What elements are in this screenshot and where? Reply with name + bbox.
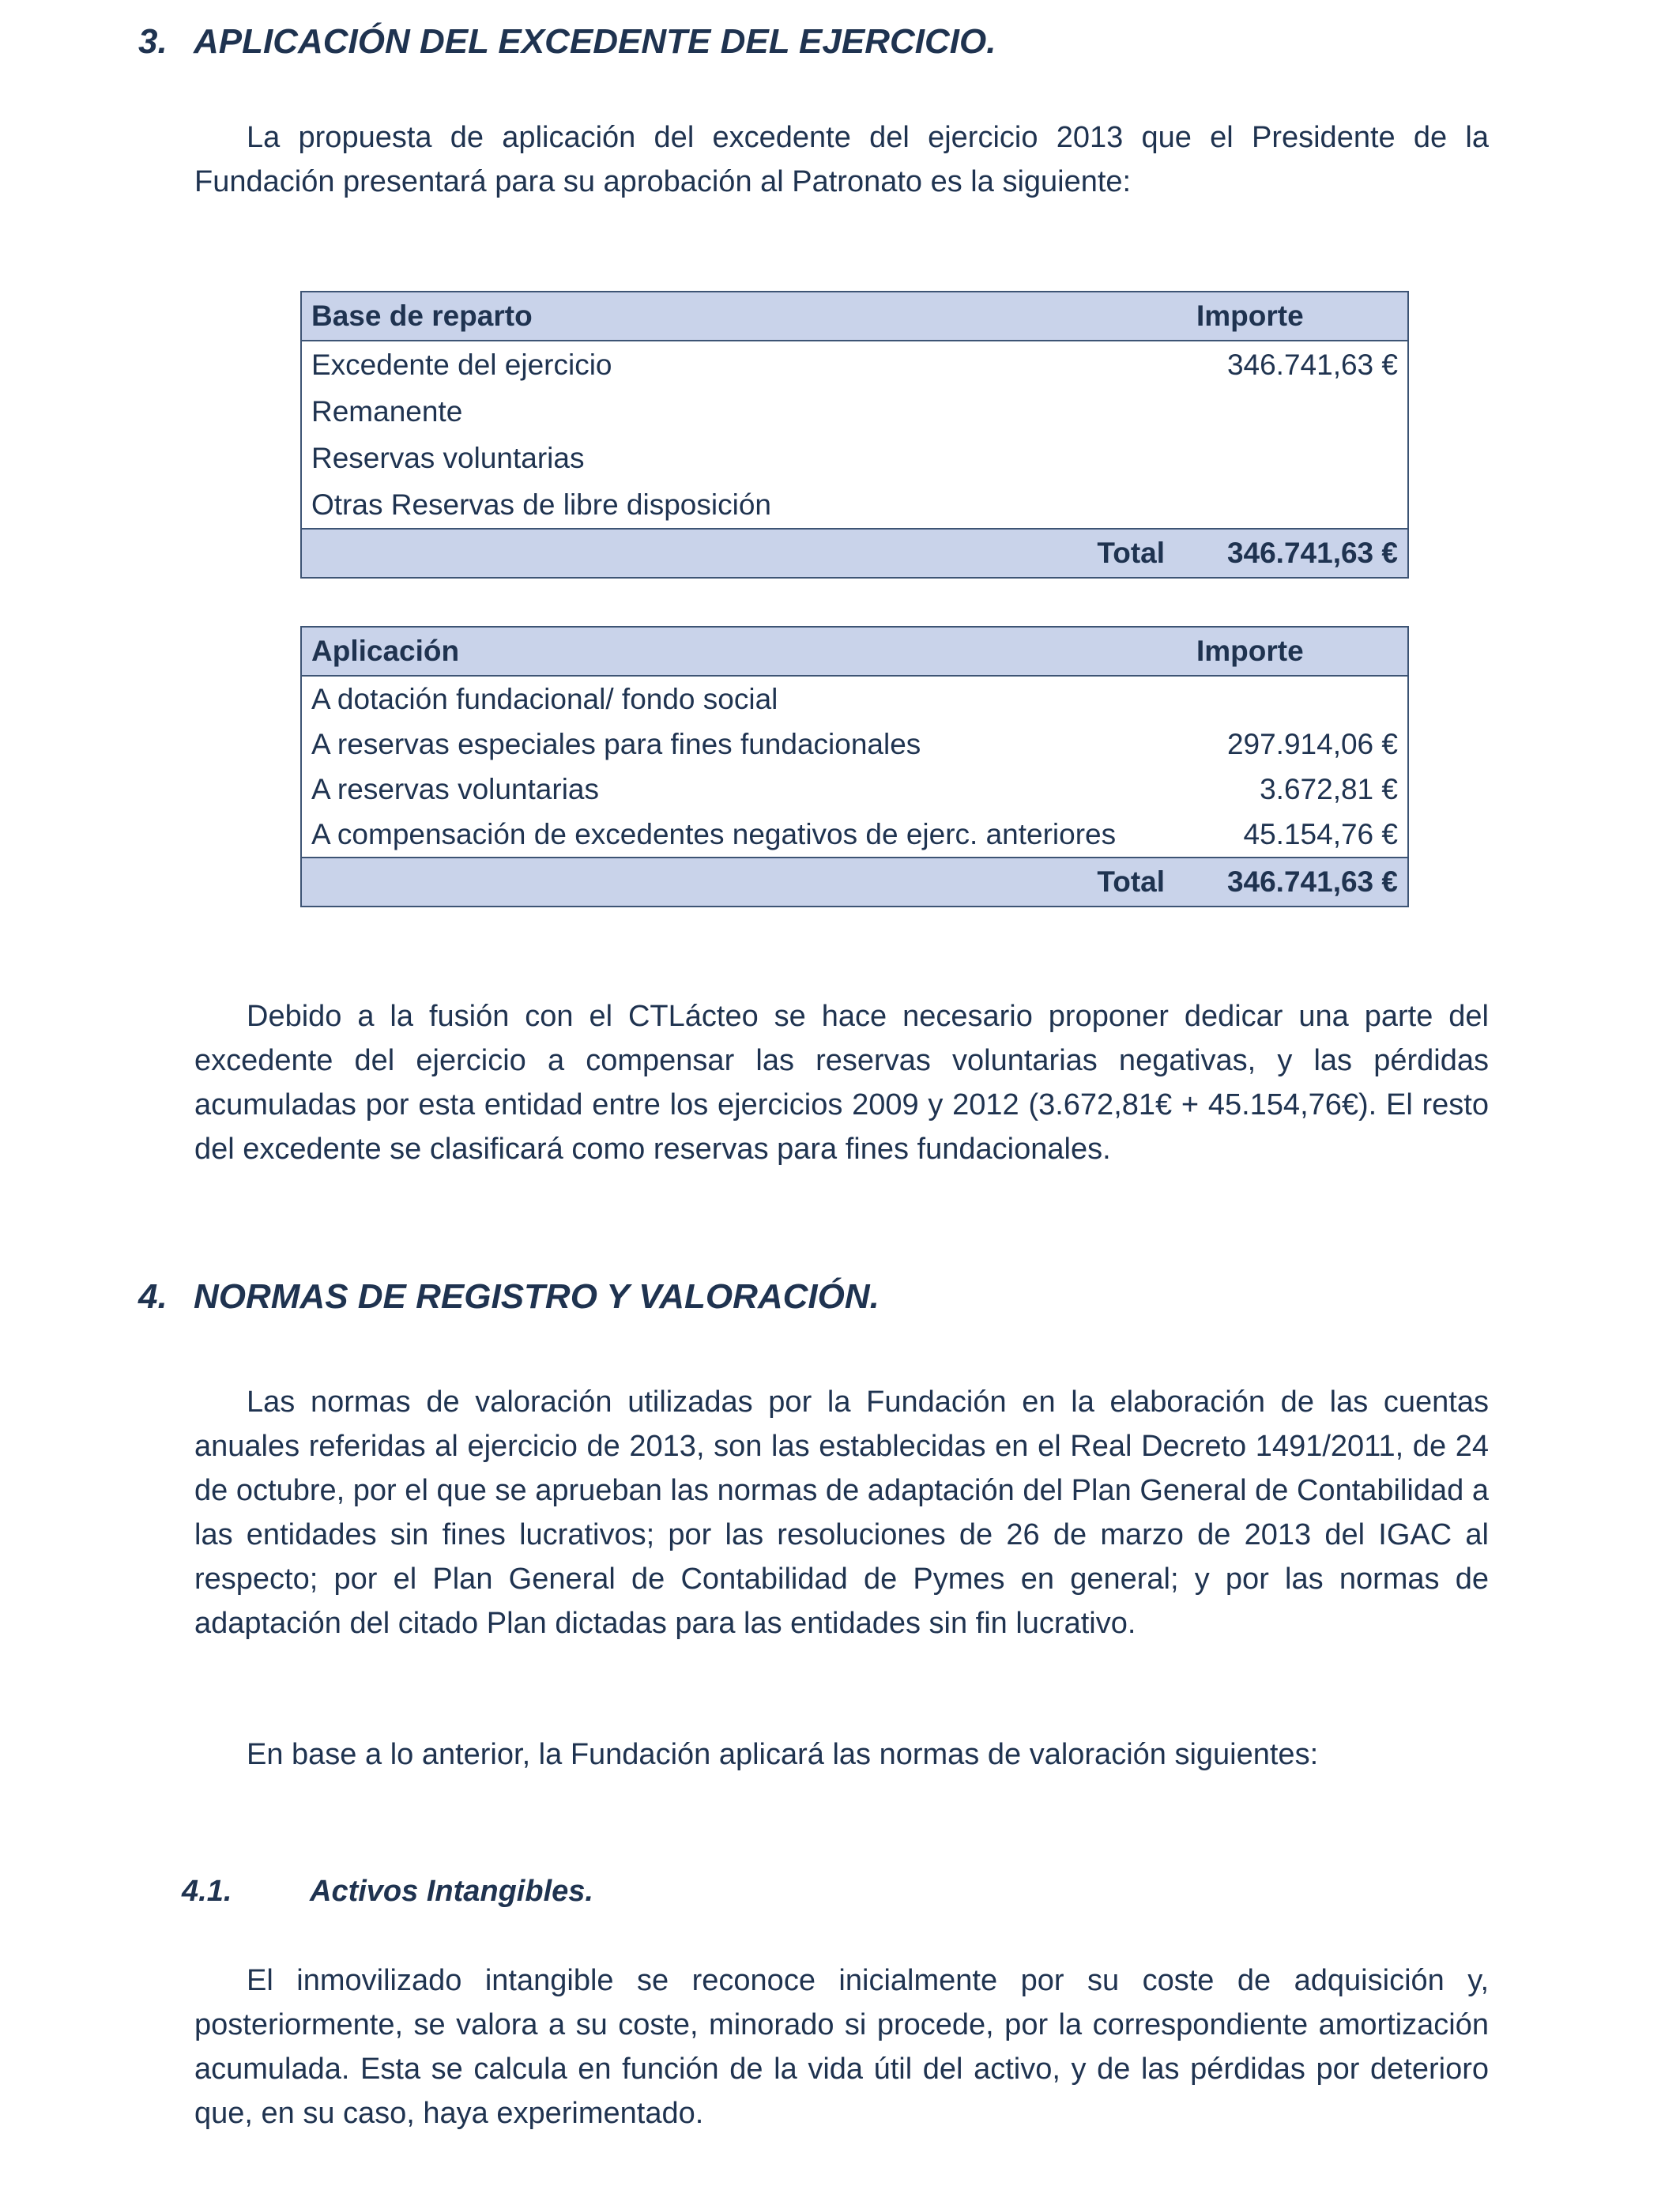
- section-4-heading: [138, 1277, 880, 1317]
- row-amount: [1187, 481, 1408, 529]
- spacer: [301, 529, 974, 578]
- base-reparto-header-row: [301, 292, 1408, 341]
- row-amount: [1187, 435, 1408, 481]
- section-3-number: 3.: [138, 22, 168, 61]
- aplicacion-table: [300, 626, 1409, 907]
- section-3-title: APLICACIÓN DEL EXCEDENTE DEL EJERCICIO.: [194, 22, 996, 61]
- row-label: Excedente del ejercicio: [311, 348, 612, 381]
- section-4-1-heading: [182, 1875, 593, 1909]
- row-label: A reservas voluntarias: [311, 772, 600, 805]
- section-3-closing: Debido a la fusión con el CTLácteo se hace necesario proponer dedicar una parte del excedente del ejercicio a compensar las reservas voluntarias negativas, y las pérdidas acumuladas por esta entidad entre los ejercicios 2009 y 2012 (3.672,81€ + 45.154,76€). El resto del excedente se clasificará como reservas para fines fundacionales.: [194, 1000, 1489, 1166]
- spacer: [301, 858, 974, 907]
- table-row: [301, 812, 1408, 858]
- row-label: Otras Reservas de libre disposición: [311, 488, 771, 521]
- section-4-1-paragraph: El inmovilizado intangible se reconoce inicialmente por su coste de adquisición y, posteriormente, se valora a su coste, minorado si procede, por la correspondiente amortización acumulada. Esta se calcula en función de la vida útil del activo, y de las pérdidas por deterioro que, en su caso, haya experimentado.: [194, 1964, 1489, 2130]
- aplicacion-total-row: [301, 858, 1408, 907]
- table-row: [301, 676, 1408, 722]
- table-row: [301, 388, 1408, 435]
- total-label: Total: [974, 529, 1187, 578]
- table-row: [301, 435, 1408, 481]
- section-4-number: 4.: [138, 1277, 168, 1316]
- section-3-heading: [138, 22, 996, 62]
- table-row: [301, 481, 1408, 529]
- base-reparto-header-amount: Importe: [1187, 292, 1408, 341]
- row-label: Remanente: [311, 394, 463, 428]
- row-amount: [1187, 676, 1408, 722]
- row-amount: 346.741,63 €: [1226, 348, 1398, 381]
- total-amount: 346.741,63 €: [1187, 858, 1408, 907]
- base-reparto-table: [300, 291, 1409, 579]
- section-4-title: NORMAS DE REGISTRO Y VALORACIÓN.: [194, 1277, 880, 1316]
- aplicacion-header-amount: Importe: [1187, 627, 1408, 676]
- aplicacion-header-row: [301, 627, 1408, 676]
- base-reparto-total-row: [301, 529, 1408, 578]
- section-4-paragraph-1: Las normas de valoración utilizadas por la Fundación en la elaboración de las cuentas anuales referidas al ejercicio de 2013, son las establecidas en el Real Decreto 1491/2011, de 24 de octubre, por el que se aprueban las normas de adaptación del Plan General de Contabilidad a las entidades sin fines lucrativos; por las resoluciones de 26 de marzo de 2013 del IGAC al respecto; por el Plan General de Contabilidad de Pymes en general; y por las normas de adaptación del citado Plan dictadas para las entidades sin fin lucrativo.: [194, 1385, 1489, 1640]
- row-amount: 3.672,81 €: [1260, 772, 1398, 805]
- row-label: Reservas voluntarias: [311, 441, 585, 474]
- table-row: [301, 341, 1408, 388]
- table-row: [301, 722, 1408, 767]
- section-4-1-number: 4.1.: [182, 1875, 232, 1908]
- row-label: A dotación fundacional/ fondo social: [311, 682, 778, 715]
- row-label: A reservas especiales para fines fundacionales: [311, 727, 921, 760]
- row-amount: 297.914,06 €: [1226, 727, 1398, 760]
- aplicacion-header-label: Aplicación: [301, 627, 1187, 676]
- row-label: A compensación de excedentes negativos de ejerc. anteriores: [311, 817, 1117, 850]
- section-4-1-title: Activos Intangibles.: [310, 1875, 593, 1908]
- row-amount: [1187, 388, 1408, 435]
- base-reparto-header-label: Base de reparto: [301, 292, 1187, 341]
- section-4-paragraph-2: En base a lo anterior, la Fundación aplicará las normas de valoración siguientes:: [247, 1738, 1319, 1771]
- row-amount: 45.154,76 €: [1243, 817, 1398, 850]
- total-label: Total: [974, 858, 1187, 907]
- total-amount: 346.741,63 €: [1187, 529, 1408, 578]
- table-row: [301, 767, 1408, 812]
- section-3-intro: La propuesta de aplicación del excedente del ejercicio 2013 que el Presidente de la Fundación presentará para su aprobación al Patronato es la siguiente:: [194, 121, 1489, 198]
